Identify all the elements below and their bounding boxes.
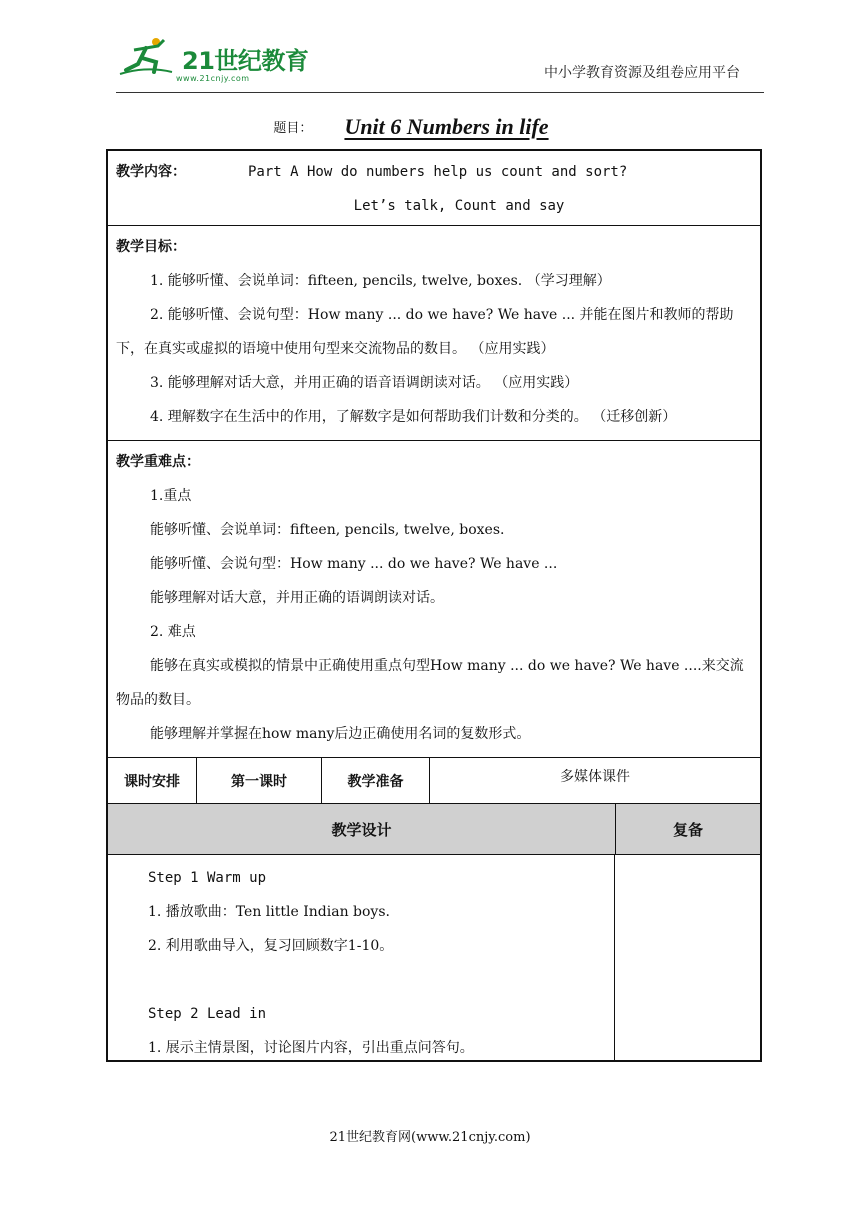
step-item: 1. 播放歌曲：Ten little Indian boys. [148, 904, 390, 920]
design-body [108, 855, 760, 1060]
design-heading: 教学设计 [108, 804, 616, 854]
schedule-row [108, 758, 760, 804]
page-header [116, 36, 744, 92]
content-line-2: Let’s talk, Count and say [353, 198, 565, 214]
logo-url: www.21cnjy.com [176, 74, 250, 83]
lesson-plan-table [106, 149, 762, 1062]
objective-item: 4. 理解数字在生活中的作用，了解数字是如何帮助我们计数和分类的。 （迁移创新） [150, 409, 677, 425]
runner-logo-icon [116, 36, 176, 76]
content-heading: 教学内容： [116, 164, 186, 180]
key-item: 能够听懂、会说单词：fifteen, pencils, twelve, boxes. [150, 522, 505, 538]
objectives-heading: 教学目标： [116, 239, 186, 255]
key-label: 1.重点 [150, 488, 192, 504]
objectives-section [108, 226, 760, 441]
step-item: 2. 利用歌曲导入，复习回顾数字1-10。 [148, 938, 394, 954]
page-footer: 21世纪教育网(www.21cnjy.com) [329, 1130, 531, 1145]
content-line-1: Part A How do numbers help us count and sort? [248, 164, 628, 180]
content-section [108, 151, 760, 226]
key-points-heading: 教学重难点： [116, 454, 200, 470]
schedule-value: 第一课时 [197, 758, 322, 803]
review-cell [615, 855, 760, 1060]
step-item: 1. 展示主情景图，讨论图片内容，引出重点问答句。 [148, 1040, 474, 1056]
title-label: 题目： [273, 121, 313, 136]
schedule-label: 课时安排 [108, 758, 197, 803]
step-title: Step 1 Warm up [148, 870, 267, 886]
key-item: 能够理解对话大意，并用正确的语调朗读对话。 [150, 590, 444, 606]
difficult-item: 能够在真实或模拟的情景中正确使用重点句型How many ... do we have? We have ....来交流物品的数目。 [116, 658, 744, 708]
review-heading: 复备 [672, 820, 703, 839]
prep-label: 教学准备 [322, 758, 430, 803]
objective-item: 1. 能够听懂、会说单词：fifteen, pencils, twelve, boxes. （学习理解） [150, 273, 611, 289]
design-main-cell [108, 855, 615, 1060]
prep-value: 多媒体课件 [560, 769, 630, 785]
difficult-label: 2. 难点 [150, 624, 196, 640]
objective-item: 2. 能够听懂、会说句型：How many ... do we have? We have ... 并能在图片和教师的帮助下，在真实或虚拟的语境中使用句型来交流物品的数目。 （应用实践） [116, 307, 734, 357]
header-divider [116, 92, 764, 93]
logo-text: 21世纪教育 [182, 47, 309, 75]
logo [116, 36, 308, 76]
step-title: Step 2 Lead in [148, 1006, 267, 1022]
key-points-section [108, 441, 760, 758]
objective-item: 3. 能够理解对话大意，并用正确的语音语调朗读对话。 （应用实践） [150, 375, 579, 391]
design-header-row [108, 804, 760, 855]
unit-title: Unit 6 Numbers in life [344, 114, 549, 139]
lesson-title [0, 114, 860, 140]
difficult-item: 能够理解并掌握在how many后边正确使用名词的复数形式。 [150, 726, 531, 742]
platform-name: 中小学教育资源及组卷应用平台 [544, 65, 740, 81]
key-item: 能够听懂、会说句型：How many ... do we have? We have ... [150, 556, 558, 572]
